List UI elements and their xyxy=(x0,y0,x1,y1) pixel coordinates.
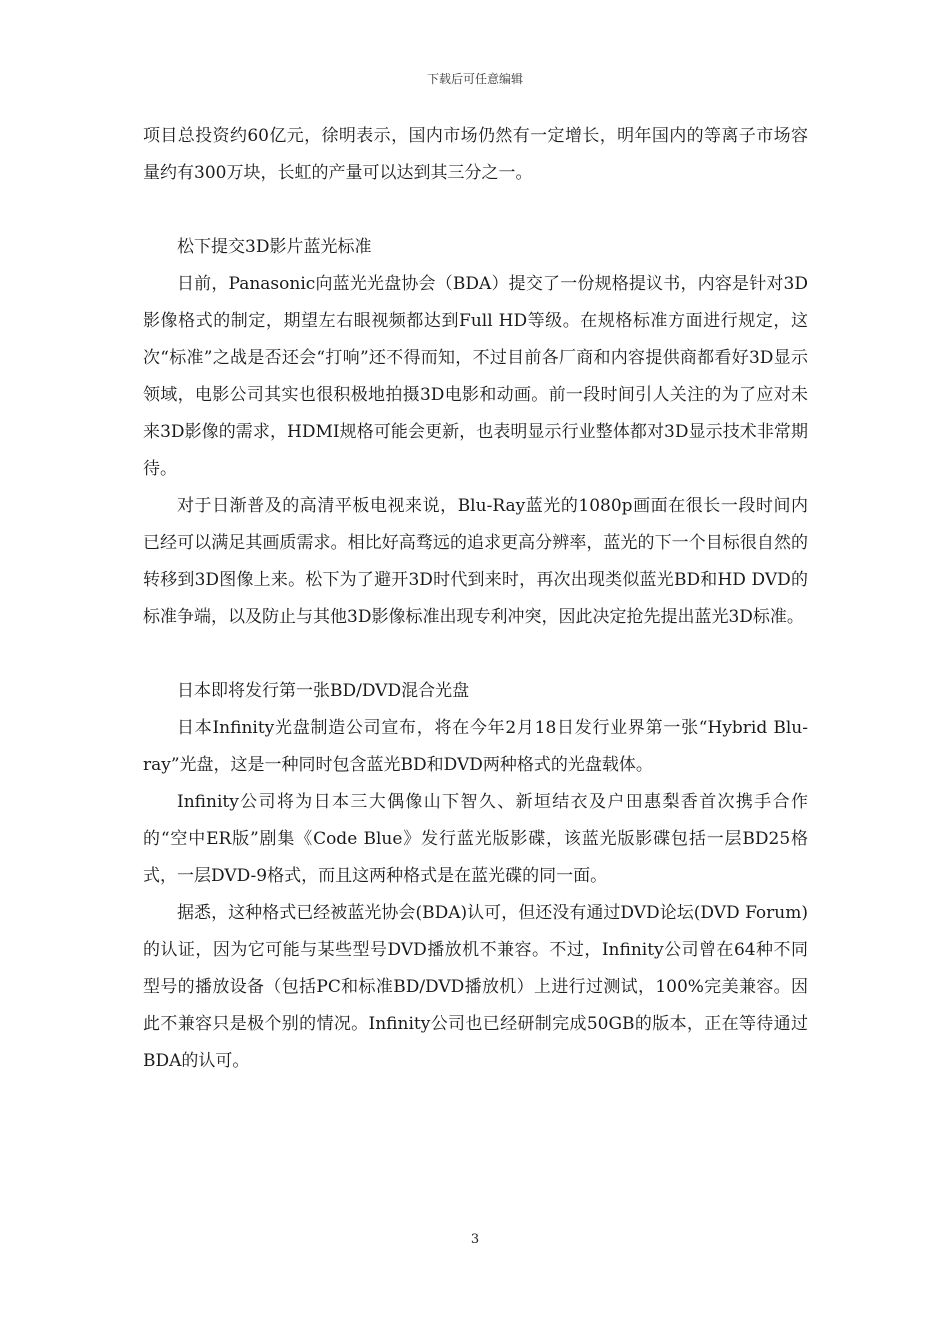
section2-heading: 日本即将发行第一张BD/DVD混合光盘 xyxy=(177,681,470,701)
section1-heading: 松下提交3D影片蓝光标准 xyxy=(177,237,372,257)
section1-paragraph-1: 日前，Panasonic向蓝光光盘协会（BDA）提交了一份规格提议书，内容是针对3D影像格式的制定，期望左右眼视频都达到Full HD等级。在规格标准方面进行规定，这次“标准”之战是否还会“打响”还不得而知，不过目前各厂商和内容提供商都看好3D显示领域，电影公司其实也很积极地拍摄3D电影和动画。前一段时间引人关注的为了应对未来3D影像的需求，HDMI规格可能会更新，也表明显示行业整体都对3D显示技术非常期待。 xyxy=(143,274,808,479)
intro-paragraph: 项目总投资约60亿元，徐明表示，国内市场仍然有一定增长，明年国内的等离子市场容量约有300万块，长虹的产量可以达到其三分之一。 xyxy=(143,126,808,183)
page-number: 3 xyxy=(470,1232,480,1247)
section2-paragraph-2: Infinity公司将为日本三大偶像山下智久、新垣结衣及户田惠梨香首次携手合作的“空中ER版”剧集《Code Blue》发行蓝光版影碟，该蓝光版影碟包括一层BD25格式，一层DVD-9格式，而且这两种格式是在蓝光碟的同一面。 xyxy=(143,792,808,886)
section2-paragraph-1: 日本Infinity光盘制造公司宣布，将在今年2月18日发行业界第一张“Hybrid Blu-ray”光盘，这是一种同时包含蓝光BD和DVD两种格式的光盘载体。 xyxy=(143,718,808,775)
section2-paragraph-3: 据悉，这种格式已经被蓝光协会(BDA)认可，但还没有通过DVD论坛(DVD Forum)的认证，因为它可能与某些型号DVD播放机不兼容。不过，Infinity公司曾在64种不同型号的播放设备（包括PC和标准BD/DVD播放机）上进行过测试，100%完美兼容。因此不兼容只是极个别的情况。Infinity公司也已经研制完成50GB的版本，正在等待通过BDA的认可。 xyxy=(143,903,808,1071)
document-body xyxy=(143,118,808,1080)
section1-paragraph-2: 对于日渐普及的高清平板电视来说，Blu-Ray蓝光的1080p画面在很长一段时间内已经可以满足其画质需求。相比好高骛远的追求更高分辨率，蓝光的下一个目标很自然的转移到3D图像上来。松下为了避开3D时代到来时，再次出现类似蓝光BD和HD DVD的标准争端，以及防止与其他3D影像标准出现专利冲突，因此决定抢先提出蓝光3D标准。 xyxy=(143,496,808,627)
page-header-note: 下载后可任意编辑 xyxy=(426,72,523,86)
